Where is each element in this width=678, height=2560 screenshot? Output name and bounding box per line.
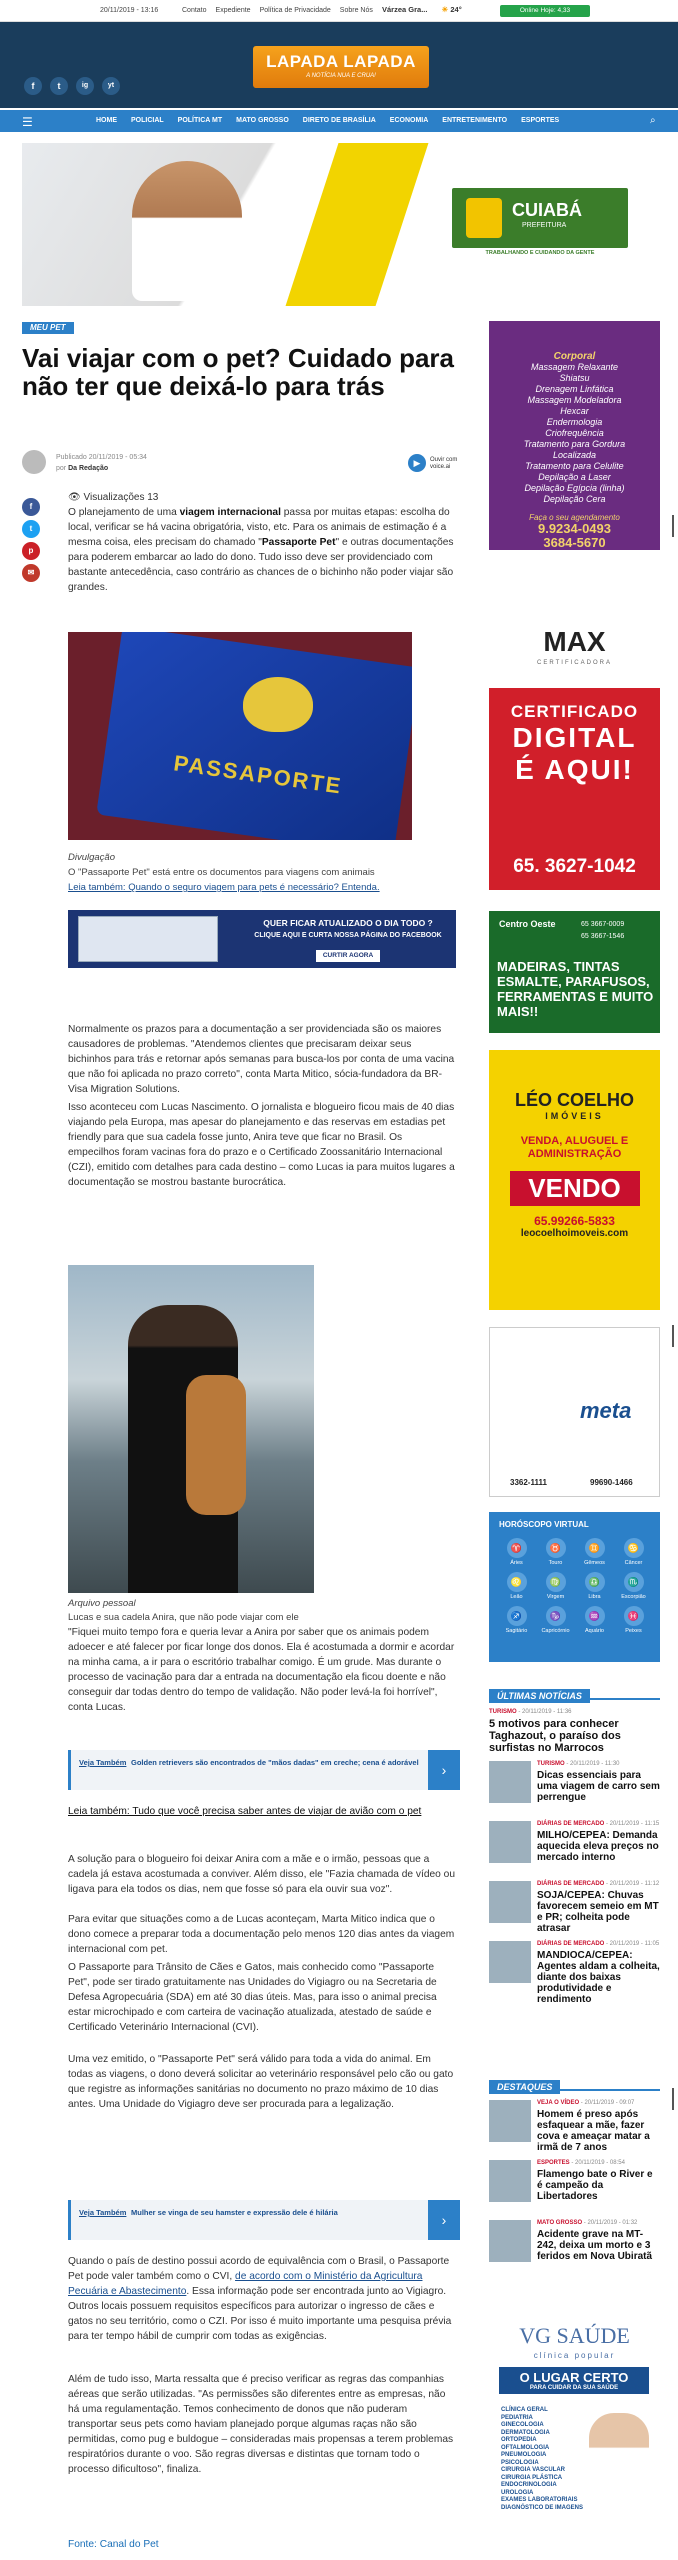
news-thumbnail [489,1761,531,1803]
weather-temp: 24 [450,5,459,14]
news-item[interactable] [489,1881,660,1937]
scrollbar-thumb[interactable] [672,2088,674,2110]
logo-text: LAPADA LAPADA [266,52,416,71]
meta-ad[interactable] [489,1327,660,1497]
facebook-screenshot [78,916,218,962]
max-phone: 65. 3627-1042 [513,856,636,877]
nav-item-brasilia[interactable]: DIRETO DE BRASÍLIA [302,117,376,124]
corporal-line: Tratamento para Gordura [523,439,626,449]
corporal-line: Massagem Relaxante [530,362,619,372]
cuiaba-slogan: TRABALHANDO E CUIDANDO DA GENTE [485,250,595,256]
paragraph-5: A solução para o blogueiro foi deixar Anira com a mãe e o irmão, pessoas que a cadela já estava acostumada a conviver. Além disso, ele "Fazia chamada de vídeo ou ligava para ela todos os dias, nem que fosse só para ela ouvir sua voz". [68,1854,456,1895]
leo-phone: 65.99266-5833 [534,1214,615,1228]
zodiac-icon: ♓ [624,1606,644,1626]
nav-item-esportes[interactable]: ESPORTES [521,117,560,124]
sign-label: Câncer [624,1560,643,1566]
scrollbar-thumb[interactable] [672,515,674,537]
share-email-icon[interactable]: ✉ [22,564,40,582]
nav-item-economia[interactable]: ECONOMIA [389,117,429,124]
author-avatar [22,450,46,474]
passport-image [68,632,412,840]
cuiaba-crest-icon [466,198,502,238]
news-thumbnail [489,2100,531,2142]
zodiac-icon: ♍ [546,1572,566,1592]
zodiac-icon: ♎ [585,1572,605,1592]
corporal-line: Depilação Cera [543,494,606,504]
leo-sub: IMÓVEIS [545,1111,604,1121]
news-thumbnail [489,1821,531,1863]
nav-item-home[interactable]: HOME [96,117,117,124]
chevron-right-icon: › [428,2200,460,2240]
related-link-2[interactable] [68,2200,460,2240]
zodiac-icon: ♒ [585,1606,605,1626]
caption-1-label: Divulgação [68,852,115,863]
site-logo[interactable] [253,46,429,88]
sign-10[interactable] [575,1606,614,1634]
listen-label: Ouvir com voice.ai [430,457,458,470]
doctor-image [589,2413,649,2549]
horoscope-title: HORÓSCOPO VIRTUAL [499,1520,589,1529]
author-name[interactable]: Da Redação [68,465,109,472]
sign-label: Áries [510,1560,523,1566]
search-icon[interactable]: ⌕ [650,115,656,126]
by-prefix: por [56,465,67,472]
sign-8[interactable] [497,1606,536,1634]
top-links [182,7,373,14]
sign-label: Libra [588,1594,601,1600]
horoscope-widget [489,1512,660,1662]
centro-text: MADEIRAS, TINTAS ESMALTE, PARAFUSOS, FERRAMENTAS E MUITO MAIS!! [497,959,654,1019]
corporal-list [489,362,660,505]
zodiac-icon: ♑ [546,1606,566,1626]
corporal-line: Endermologia [546,417,603,427]
vg-specialty: CIRURGIA PLÁSTICA [501,2474,563,2481]
vg-specialty: OFTALMOLOGIA [501,2444,550,2451]
news-thumbnail [489,2160,531,2202]
fb-like-button[interactable]: CURTIR AGORA [316,950,380,962]
published-date: Publicado 20/11/2019 - 05:34 [56,454,147,461]
sign-6[interactable] [575,1572,614,1600]
zodiac-icon: ♐ [507,1606,527,1626]
facebook-banner[interactable] [68,910,456,968]
sign-label: Aquário [585,1628,604,1634]
news-category: MATO GROSSO - 20/11/2019 - 01:32 [537,2220,638,2226]
horoscope-grid [497,1538,653,1634]
share-pinterest-icon[interactable]: p [22,542,40,560]
news-item[interactable] [489,1821,660,1877]
link-viajar-aviao[interactable]: Leia também: Tudo que você precisa saber antes de viajar de avião com o pet [68,1806,422,1817]
leo-site: leocoelhoimoveis.com [520,1228,629,1239]
online-counter: Online Hoje: 4,33 [500,5,590,17]
news-item[interactable] [489,1941,660,2005]
vg-title: VG SAÚDE [519,2323,630,2348]
nav-item-entretenimento[interactable]: ENTRETENIMENTO [442,117,508,124]
author-line [56,465,108,472]
passport-text: PASSAPORTE [172,750,344,799]
vg-sub: clínica popular [533,2351,616,2360]
corporal-line: Massagem Modeladora [527,395,622,405]
sign-3[interactable] [614,1538,653,1566]
vg-specialty: EXAMES LABORATORIAIS [501,2497,578,2503]
news-title[interactable]: MANDIOCA/CEPEA: Agentes aldam a colheita, diante dos baixas produtividade e rendimento [537,1950,660,2005]
news-category: DIÁRIAS DE MERCADO - 20/11/2019 - 11:12 [537,1881,660,1887]
paragraph-3: Isso aconteceu com Lucas Nascimento. O jornalista e blogueiro ficou mais de 40 dias viajando pela Europa, mas apesar do planejamento e das reservas em estadias pet friendly para que sua cadela fosse junto, Anira teve que ficar no Brasil. Os empecilhos foram vacinas fora do prazo e o Certificado Zoossanitário Internacional (CZI), emitido com detalhes para cada destino – como Lucas ia para muitos lugares a documentação se mostrou bastante burocrática. [68,1102,455,1188]
logo-tagline: A NOTÍCIA NUA E CRUA! [306,73,376,79]
news-thumbnail [489,1941,531,1983]
paragraph-2: Normalmente os prazos para a documentação a ser providenciada são os maiores causadores de problemas. "Atendemos clientes que precisaram deixar seus bichinhos para trás e retornar após semanas para busca-los por conta de uma vacina que não foi aplicada no prazo correto", conta Marta Mitico, sócia-fundadora da BR-Visa Migration Solutions. [68,1024,455,1095]
leo-vendo: VENDO [510,1171,640,1206]
sign-label: Peixes [625,1628,642,1634]
zodiac-icon: ♉ [546,1538,566,1558]
paragraph-6: Para evitar que situações como a de Lucas aconteçam, Marta Mitico indica que o dono comece a preparar toda a documentação pelo menos 120 dias antes da viagem internacional com pet. [68,1914,455,1955]
meta-logo: meta [580,1398,632,1423]
sign-5[interactable] [536,1572,575,1600]
news-item[interactable] [489,1709,660,1759]
news-category: ESPORTES - 20/11/2019 - 08:54 [537,2160,625,2166]
meta-phone-1: 3362-1111 [510,1478,547,1487]
vg-specialty: DIAGNÓSTICO DE IMAGENS [501,2504,584,2511]
paragraph-9: Quando o país de destino possui acordo de equivalência com o Brasil, o Passaporte Pet pode valer também como o CVI, de acordo com o Ministério da Agricultura Pecuária e Abastecimento. Essa informação pode ser encontrada junto ao Vigiagro. Outros locais possuem requisitos específicos para autorizar o ingresso de cães e gatos no seu território, como o CZI. Por isso é muito importante uma pesquisa prévia para ter tempo hábil de cumprir com todas as exigências. [68,2256,452,2342]
leo-text: VENDA, ALUGUEL E ADMINISTRAÇÃO [520,1135,629,1160]
related-title: Golden retrievers são encontrados de "mãos dadas" em creche; cena é adorável [131,1758,419,1767]
chevron-right-icon: › [428,1750,460,1790]
cuiaba-logo [452,188,628,256]
vg-specialty: CLÍNICA GERAL [501,2407,548,2413]
related-label: Veja Também [79,1758,127,1767]
zodiac-icon: ♌ [507,1572,527,1592]
sign-11[interactable] [614,1606,653,1634]
vg-specialty: PEDIATRIA [501,2414,533,2421]
sign-2[interactable] [575,1538,614,1566]
corporal-line: Criofrequência [545,428,604,438]
centro-logo: Centro Oeste [499,919,556,929]
top-link-contato[interactable]: Contato [182,7,207,14]
corporal-phone-1: 9.9234-0493 [537,521,611,536]
related-label: Veja Também [79,2208,127,2217]
paragraph-7: O Passaporte para Trânsito de Cães e Gatos, mais conhecido como "Passaporte Pet", pode ser tirado gratuitamente nas Unidades do Vigiagro ou na Secretaria de Defesa Agropecuária (SDA) em até 30 dias úteis. Mas, para isso o animal precisa estar microchipado e com carteira de vacinação atualizada, atestado de saúde e Certificado Veterinário Internacional (CVI). [68,1962,437,2033]
cuiaba-sub: PREFEITURA [522,222,567,229]
cuiaba-brand: CUIABÁ [512,200,582,220]
news-category: VEJA O VÍDEO - 20/11/2019 - 09:07 [537,2100,635,2106]
centro-oeste-ad[interactable] [489,911,660,1033]
article-meta [22,450,462,478]
zodiac-icon: ♋ [624,1538,644,1558]
corporal-cta: Faça o seu agendamento [529,513,620,522]
source-link[interactable]: Fonte: Canal do Pet [68,2539,159,2550]
news-thumbnail [489,2220,531,2262]
share-twitter-icon[interactable]: t [22,520,40,538]
news-category: DIÁRIAS DE MERCADO - 20/11/2019 - 11:15 [537,1821,660,1827]
sign-label: Escorpião [621,1594,646,1600]
news-title[interactable]: Dicas essenciais para uma viagem de carro sem perrengue [537,1770,660,1803]
meta-phone-2: 99690-1466 [590,1478,633,1487]
caption-2: Lucas e sua cadela Anira, que não pode viajar com ele [68,1612,299,1623]
top-link-sobre[interactable]: Sobre Nós [339,7,373,14]
vg-specialty: PNEUMOLOGIA [501,2452,547,2458]
instagram-icon[interactable]: ig [76,77,94,95]
news-category: TURISMO - 20/11/2019 - 11:30 [537,1761,620,1767]
corporal-line: Tratamento para Celulite [525,461,624,471]
ad-child-image [132,161,242,301]
vg-specialty: ENDOCRINOLOGIA [501,2482,557,2488]
max-logo: MAX [543,626,606,657]
corporal-line: Localizada [552,450,597,460]
news-category: TURISMO - 20/11/2019 - 11:36 [489,1709,572,1715]
views-label: Visualizações 13 [83,492,159,503]
nav-item-mato-grosso[interactable]: MATO GROSSO [236,117,289,124]
fb-banner-sub: CLIQUE AQUI E CURTA NOSSA PÁGINA DO FACEBOOK [254,932,442,939]
eye-icon: 👁 [68,492,81,503]
leo-logo: LÉO COELHO [514,1090,634,1110]
vg-banner: O LUGAR CERTO PARA CUIDAR DA SUA SAÚDE [499,2367,649,2394]
news-item[interactable] [489,2160,660,2216]
ultimas-noticias-header: ÚLTIMAS NOTÍCIAS [489,1686,660,1700]
sign-label: Leão [510,1594,523,1600]
max-line-c: É AQUI! [515,754,634,785]
article-title: Vai viajar com o pet? Cuidado para não ter que deixá-lo para trás [22,343,455,401]
weather-widget[interactable]: Várzea Gra... ☀ 24° [382,5,462,14]
play-icon: ▶ [408,454,426,472]
leo-coelho-ad[interactable] [489,1050,660,1310]
news-item[interactable] [489,1761,660,1817]
vg-specialty: PSICOLOGIA [501,2459,539,2466]
news-title[interactable]: Flamengo bate o River e é campeão da Libertadores [537,2169,653,2202]
weather-city: Várzea Gra... [382,5,428,14]
corporal-line: Drenagem Linfática [535,384,614,394]
max-certificadora-ad[interactable] [489,626,660,890]
vg-specialty: DERMATOLOGIA [501,2429,550,2436]
vg-specialty: CIRURGIA VASCULAR [501,2467,565,2473]
paragraph-10: Além de tudo isso, Marta ressalta que é preciso verificar as regras das companhias aéreas que serão utilizadas. "As permissões são diferentes entre as empresas, não há uma regulamentação. Temos conhecimento de donos que não puderam transportar seus pets como haviam planejado porque algumas raças não são permitidas, como pug e buldogue – consideradas mais propensas a terem problemas respiratórios durante o voo. São regras diversas e distintas que tornam todo o processo dificultoso", finaliza. [68,2374,454,2475]
scrollbar-thumb[interactable] [672,1325,674,1347]
sign-label: Gêmeos [584,1560,605,1566]
sign-9[interactable] [536,1606,575,1634]
zodiac-icon: ♊ [585,1538,605,1558]
menu-icon[interactable]: ☰ [22,115,33,129]
corporal-phone-2: 3684-5670 [543,535,606,550]
paw-icon [243,677,313,732]
caption-2-label: Arquivo pessoal [68,1598,136,1609]
corporal-ad[interactable] [489,321,660,550]
related-title: Mulher se vinga de seu hamster e expressão dele é hilária [131,2208,338,2217]
corporal-line: Hexcar [560,406,589,416]
max-sub: CERTIFICADORA [537,660,612,666]
category-tag[interactable]: MEU PET [22,322,74,334]
fb-banner-title: QUER FICAR ATUALIZADO O DIA TODO ? [263,918,433,928]
news-title[interactable]: MILHO/CEPEA: Demanda aquecida eleva preços no mercado interno [537,1830,659,1863]
sign-label: Sagitário [505,1628,528,1634]
sign-label: Virgem [546,1594,565,1600]
centro-phone-1: 65 3667-0009 [581,921,625,928]
sun-icon: ☀ [441,5,449,14]
centro-phone-2: 65 3667-1546 [581,933,625,940]
sign-0[interactable] [497,1538,536,1566]
corporal-line: Depilação a Laser [538,472,611,482]
sign-1[interactable] [536,1538,575,1566]
news-item[interactable] [489,2100,660,2156]
top-link-expediente[interactable]: Expediente [215,7,251,14]
main-nav [0,110,678,132]
sign-4[interactable] [497,1572,536,1600]
corporal-head: Corporal [553,351,596,362]
link-ministerio[interactable]: de acordo com o Ministério da Agricultura Pecuária e Abastecimento [68,2271,423,2297]
corporal-line: Shiatsu [559,373,590,383]
current-date: 20/11/2019 - 13:16 [100,7,159,14]
max-line-a: CERTIFICADO [510,702,639,721]
twitter-icon[interactable]: t [50,77,68,95]
vg-saude-ad[interactable] [489,2323,660,2549]
destaques-header: DESTAQUES [489,2077,660,2091]
news-title[interactable]: Homem é preso após esfaquear a mãe, fazer cova e ameaçar matar a irmã de 7 anos [537,2109,650,2153]
news-thumbnail [489,1881,531,1923]
news-category: DIÁRIAS DE MERCADO - 20/11/2019 - 11:05 [537,1941,660,1947]
listen-button[interactable] [408,454,462,472]
link-seguro-viagem[interactable]: Leia também: Quando o seguro viagem para pets é necessário? Entenda. [68,882,380,893]
paragraph-4: "Fiquei muito tempo fora e queria levar a Anira por saber que os animais podem adoecer e até falecer por ficar longe dos donos. Ela é acostumada a dormir e acordar na minha cama, a ir para o escritório trabalhar comigo. É um grude. Mas durante o processo de vacinação para dar a entrada na documentação ela ficou doente e não conseguir dar todas dentro do tempo de validação. Não poder levá-la foi horrível", conta Lucas. [68,1627,455,1713]
paragraph-1: O planejamento de uma viagem internacional passa por muitas etapas: escolha do local, verificar se há vacina obrigatória, visto, etc. Para os animais de estimação é a mesma coisa, eles precisam do chamado "Passaporte Pet" e outras documentações para poderem embarcar ao lado do dono. Tudo isso deve ser providenciado com bastante antecedência, caso contrário as chances de o bichinho não poder viajar são grandes. [68,507,454,593]
top-banner-ad[interactable] [22,143,656,306]
zodiac-icon: ♏ [624,1572,644,1592]
vg-specialties [501,2407,583,2512]
facebook-icon[interactable]: f [24,77,42,95]
sign-label: Touro [548,1560,563,1566]
top-link-privacidade[interactable]: Política de Privacidade [259,7,331,14]
news-item[interactable] [489,2220,660,2276]
zodiac-icon: ♈ [507,1538,527,1558]
max-line-b: DIGITAL [512,722,637,753]
vg-specialty: GINECOLOGIA [501,2422,544,2428]
view-count [68,492,158,503]
corporal-line: Depilação Egípcia (linha) [524,483,625,493]
news-title[interactable]: Acidente grave na MT-242, deixa um morto e 3 feridos em Nova Ubiratã [537,2229,653,2262]
nav-item-policial[interactable]: POLICIAL [131,117,164,124]
sign-label: Capricórnio [541,1628,570,1634]
related-link-1[interactable] [68,1750,460,1790]
lucas-photo [68,1265,314,1593]
news-title[interactable]: 5 motivos para conhecer Taghazout, o paraíso dos surfistas no Marrocos [489,1718,621,1754]
share-facebook-icon[interactable]: f [22,498,40,516]
paragraph-8: Uma vez emitido, o "Passaporte Pet" será válido para toda a vida do animal. Em todas as viagens, o dono deverá solicitar ao veterinário responsável pelo cão ou gato que registre as informações sanitárias no documento no prazo máximo de 10 dias antes. Uma Unidade do Vigiagro deve ser procurada para a legalização. [68,2054,454,2110]
nav-item-politica-mt[interactable]: POLÍTICA MT [177,117,223,124]
news-title[interactable]: SOJA/CEPEA: Chuvas favorecem semeio em MT e PR; colheita pode atrasar [537,1890,659,1934]
youtube-icon[interactable]: yt [102,77,120,95]
caption-1: O "Passaporte Pet" está entre os documentos para viagens com animais [68,867,375,878]
sign-7[interactable] [614,1572,653,1600]
vg-specialty: ORTOPEDIA [501,2437,537,2443]
top-bar [0,0,678,22]
vg-specialty: UROLOGIA [501,2489,534,2496]
